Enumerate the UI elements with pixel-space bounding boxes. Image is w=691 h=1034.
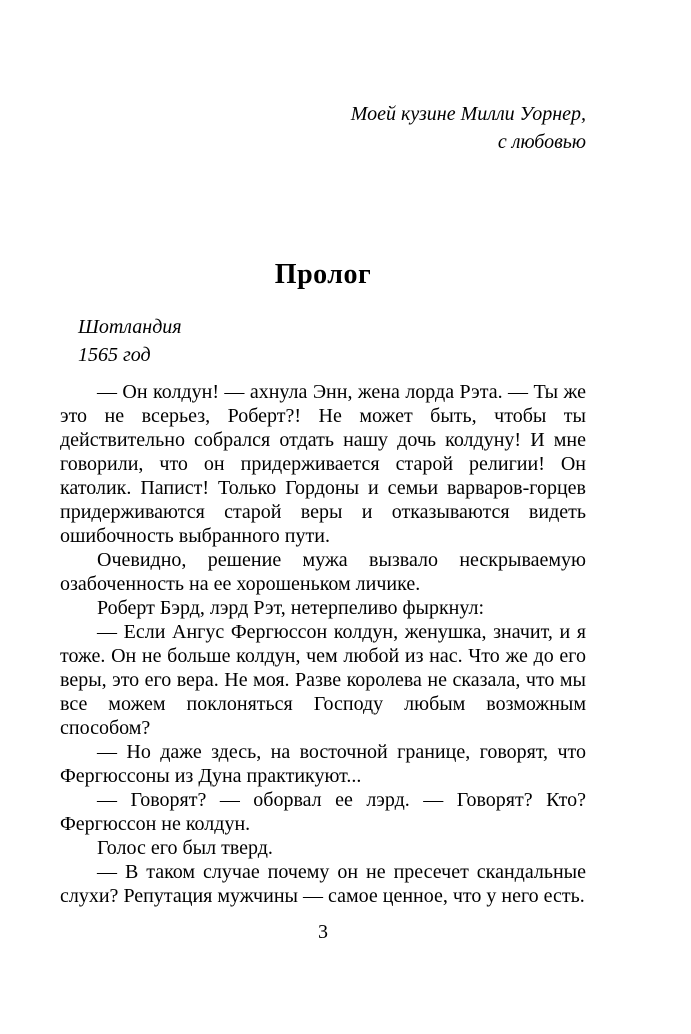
setting-year: 1565 год — [78, 344, 151, 366]
dedication-line-1: Моей кузине Милли Уорнер, — [350, 103, 586, 125]
dedication — [60, 100, 586, 156]
body-text — [60, 380, 586, 908]
chapter-heading: Пролог — [274, 259, 372, 290]
body-paragraph: — Если Ангус Фергюссон колдун, женушка, значит, и я тоже. Он не больше колдун, чем любой из нас. Что же до его веры, это его вера. Не моя. Разве королева не сказала, что мы все можем поклоняться Господу любым возможным способом? — [60, 621, 586, 739]
body-paragraph: Очевидно, решение мужа вызвало нескрываемую озабоченность на ее хорошеньком личике. — [60, 549, 586, 595]
body-paragraph: — Но даже здесь, на восточной границе, говорят, что Фергюссоны из Дуна практикуют... — [60, 741, 586, 787]
body-paragraph: Роберт Бэрд, лэрд Рэт, нетерпеливо фыркнул: — [97, 597, 485, 619]
page-number: 3 — [318, 921, 328, 943]
scene-setting — [78, 313, 182, 369]
body-paragraph: — Он колдун! — ахнула Энн, жена лорда Рэта. — Ты же это не всерьез, Роберт?! Не может быть, чтобы ты действительно собрался отдать нашу дочь колдуну! И мне говорили, что он придерживается старой религии! Он католик. Папист! Только Гордоны и семьи варваров-горцев придерживаются старой веры и отказываются видеть ошибочность выбранного пути. — [60, 381, 586, 547]
dedication-line-2: с любовью — [497, 131, 586, 153]
setting-location: Шотландия — [78, 316, 182, 338]
body-paragraph: — Говорят? — оборвал ее лэрд. — Говорят? Кто? Фергюссон не колдун. — [60, 789, 586, 835]
body-paragraph: Голос его был тверд. — [97, 837, 273, 859]
body-paragraph: — В таком случае почему он не пресечет скандальные слухи? Репутация мужчины — самое ценное, что у него есть. — [60, 861, 586, 907]
